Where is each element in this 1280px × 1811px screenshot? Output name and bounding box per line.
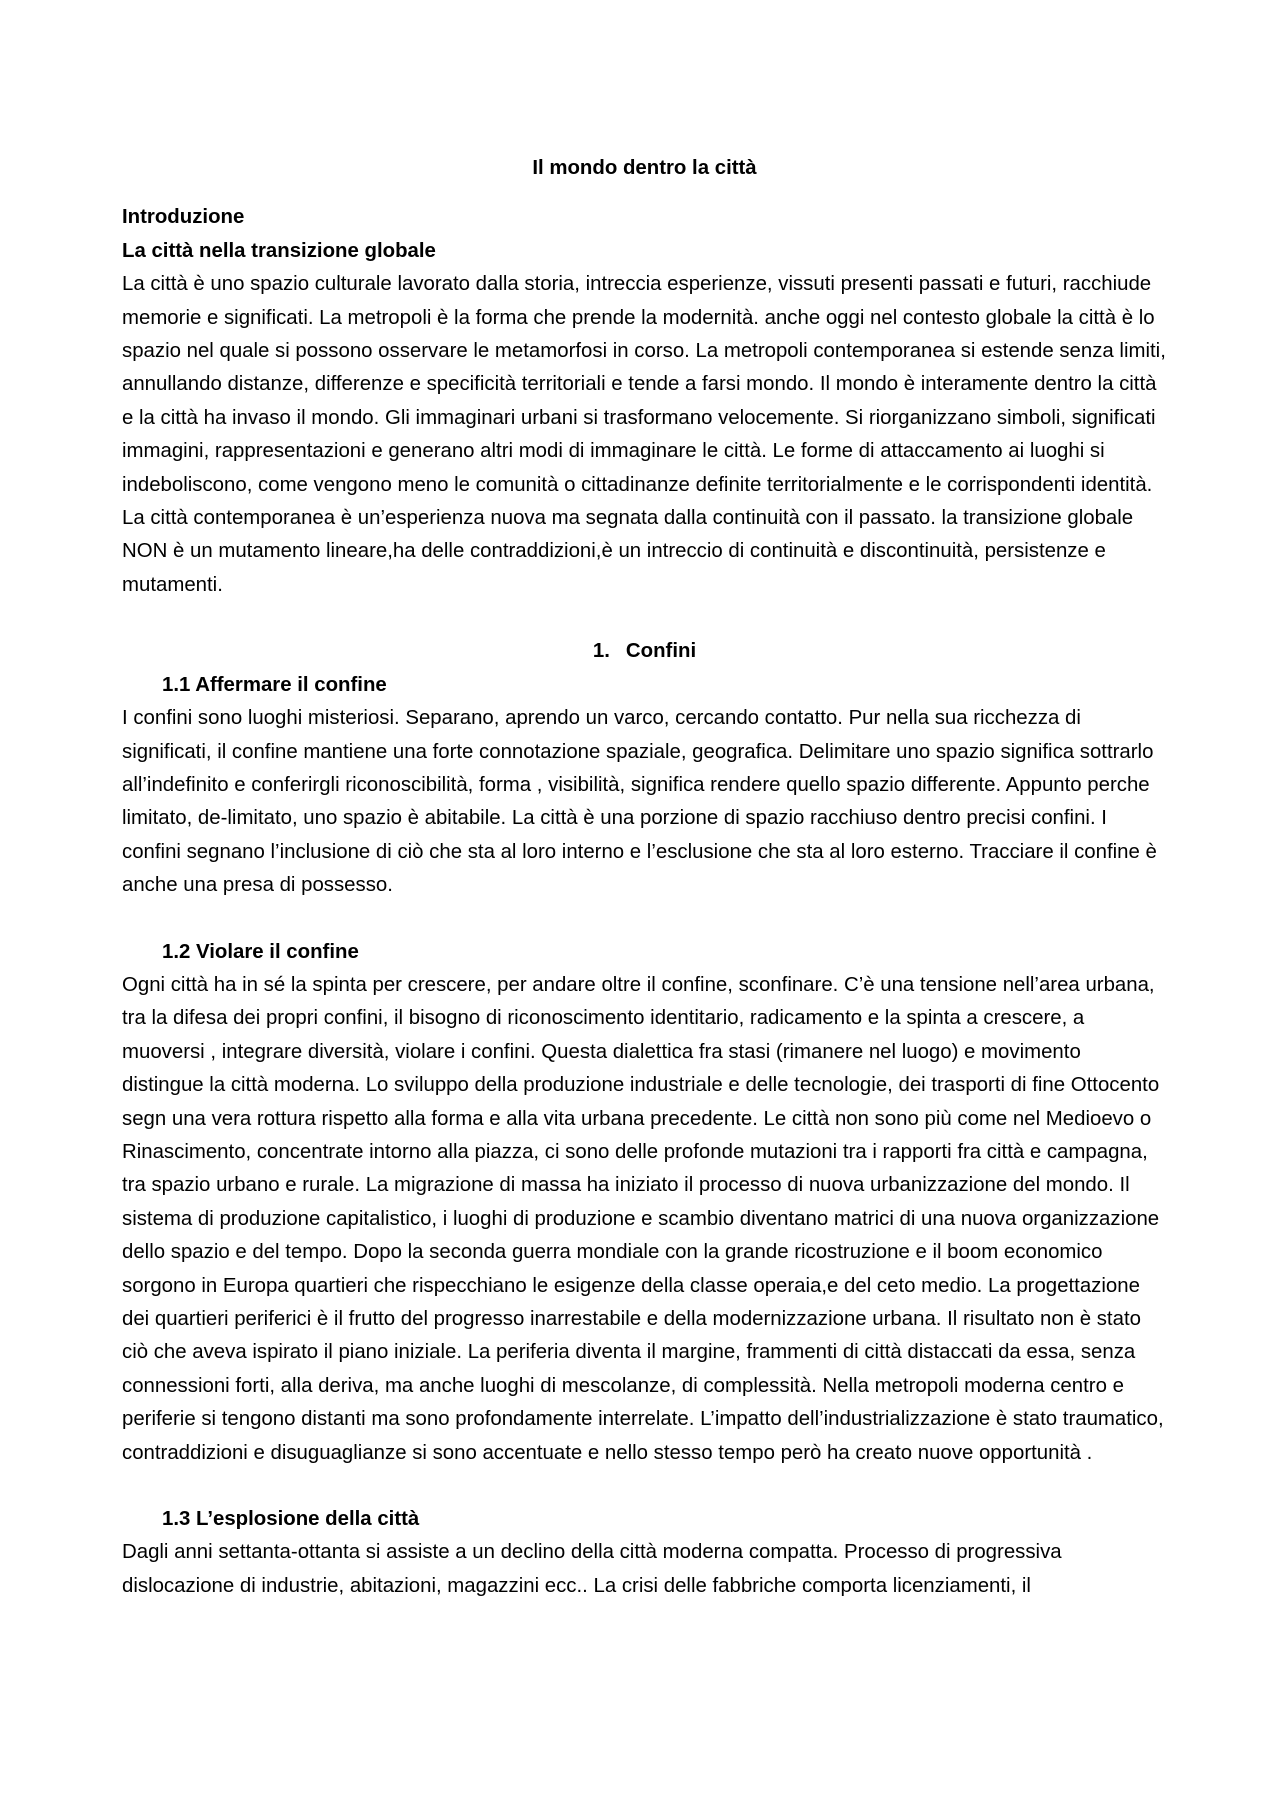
subsection-heading-esplosione: 1.3 L’esplosione della città <box>162 1508 420 1531</box>
subsection-paragraph-esplosione: Dagli anni settanta-ottanta si assiste a un declino della città moderna compatta. Processo di progressiva dislocazione di industrie, abitazioni, magazzini ecc.. La crisi delle fabbriche comporta licenziamenti, il <box>122 1541 1062 1597</box>
paragraph-gap <box>122 903 1167 936</box>
subsection-heading-affermare: 1.1 Affermare il confine <box>162 673 387 696</box>
section-title: Confini <box>625 640 697 663</box>
intro-subheading: La città nella transizione globale <box>122 239 436 262</box>
subsection-paragraph-affermare: I confini sono luoghi misteriosi. Separano, aprendo un varco, cercando contatto. Pur nella sua ricchezza di significati, il confine mantiene una forte connotazione spaziale, geografica. Delimitare uno spazio significa sottrarlo all’indefinito e conferirgli riconoscibilità, forma , visibilità, significa rendere quello spazio differente. Appunto perche limitato, de-limitato, uno spazio è abitabile. La città è una porzione di spazio racchiuso dentro precisi confini. I confini segnano l’inclusione di ciò che sta al loro interno e l’esclusione che sta al loro esterno. Tracciare il confine è anche una presa di possesso. <box>122 707 1157 897</box>
subsection-heading-violare: 1.2 Violare il confine <box>162 940 359 963</box>
intro-paragraph: La città è uno spazio culturale lavorato dalla storia, intreccia esperienze, vissuti presenti passati e futuri, racchiude memorie e significati. La metropoli è la forma che prende la modernità. anche oggi nel contesto globale la città è lo spazio nel quale si possono osservare le metamorfosi in corso. La metropoli contemporanea si estende senza limiti, annullando distanze, differenze e specificità territoriali e tende a farsi mondo. Il mondo è interamente dentro la città e la città ha invaso il mondo. Gli immaginari urbani si trasformano velocemente. Si riorganizzano simboli, significati immagini, rappresentazioni e generano altri modi di immaginare le città. Le forme di attaccamento ai luoghi si indeboliscono, come vengono meno le comunità o cittadinanze definite territorialmente e le corrispondenti identità. La città contemporanea è un’esperienza nuova ma segnata dalla continuità con il passato. la transizione globale NON è un mutamento lineare,ha delle contraddizioni,è un intreccio di continuità e discontinuità, persistenze e mutamenti. <box>122 273 1166 596</box>
document-title: Il mondo dentro la città <box>532 157 757 179</box>
section-heading-confini <box>122 635 1167 668</box>
document-body <box>122 152 1167 1603</box>
subsection-paragraph-violare: Ogni città ha in sé la spinta per crescere, per andare oltre il confine, sconfinare. C’è una tensione nell’area urbana, tra la difesa dei propri confini, il bisogno di riconoscimento identitario, radicamento e la spinta a crescere, a muoversi , integrare diversità, violare i confini. Questa dialettica fra stasi (rimanere nel luogo) e movimento distingue la città moderna. Lo sviluppo della produzione industriale e delle tecnologie, dei trasporti di fine Ottocento segn una vera rottura rispetto alla forma e alla vita urbana precedente. Le città non sono più come nel Medioevo o Rinascimento, concentrate intorno alla piazza, ci sono delle profonde mutazioni tra i rapporti fra città e campagna, tra spazio urbano e rurale. La migrazione di massa ha iniziato il processo di nuova urbanizzazione del mondo. Il sistema di produzione capitalistico, i luoghi di produzione e scambio diventano matrici di una nuova organizzazione dello spazio e del tempo. Dopo la seconda guerra mondiale con la grande ricostruzione e il boom economico sorgono in Europa quartieri che rispecchiano le esigenze della classe operaia,e del ceto medio. La progettazione dei quartieri periferici è il frutto del progresso inarrestabile e della modernizzazione urbana. Il risultato non è stato ciò che aveva ispirato il piano iniziale. La periferia diventa il margine, frammenti di città distaccati da essa, senza connessioni forti, alla deriva, ma anche luoghi di mescolanze, di complessità. Nella metropoli moderna centro e periferie si tengono distanti ma sono profondamente interrelate. L’impatto dell’industrializzazione è stato traumatico, contraddizioni e disuguaglianze si sono accentuate e nello stesso tempo però ha creato nuove opportunità . <box>122 973 1164 1464</box>
intro-heading: Introduzione <box>122 206 245 229</box>
section-number: 1. <box>592 640 610 663</box>
paragraph-gap <box>122 1470 1167 1503</box>
